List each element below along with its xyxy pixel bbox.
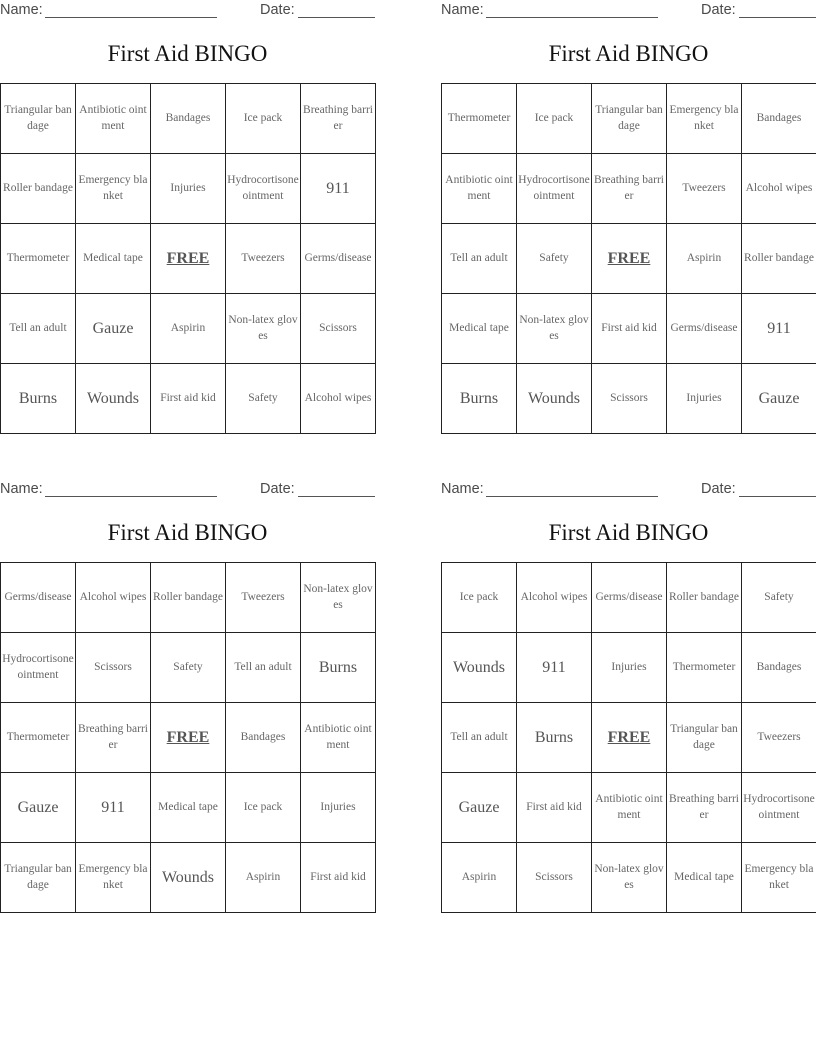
name-line (486, 17, 658, 18)
bingo-cell: Roller bandage (1, 154, 76, 224)
bingo-cell: Alcohol wipes (742, 154, 816, 224)
bingo-cell: Gauze (742, 364, 816, 434)
bingo-cell: Non-latex gloves (226, 294, 301, 364)
date-label: Date: (260, 2, 295, 18)
bingo-cell: Ice pack (226, 773, 301, 843)
bingo-cell: Hydrocortisone ointment (742, 773, 816, 843)
bingo-cell: Alcohol wipes (76, 563, 151, 633)
bingo-cell: Tweezers (226, 224, 301, 294)
bingo-cell: 911 (76, 773, 151, 843)
bingo-cell: Hydrocortisone ointment (517, 154, 592, 224)
bingo-cell: Wounds (442, 633, 517, 703)
bingo-cell: Non-latex gloves (517, 294, 592, 364)
card-header (441, 0, 816, 22)
bingo-card-1 (0, 0, 375, 407)
bingo-cell: Triangular bandage (1, 843, 76, 913)
bingo-cell: Emergency blanket (667, 84, 742, 154)
bingo-cell: Aspirin (226, 843, 301, 913)
bingo-cell: Burns (442, 364, 517, 434)
bingo-cell: Gauze (1, 773, 76, 843)
bingo-cell: Ice pack (517, 84, 592, 154)
bingo-cell: First aid kid (517, 773, 592, 843)
bingo-cell: Tweezers (667, 154, 742, 224)
bingo-cell: Ice pack (226, 84, 301, 154)
bingo-cell: Thermometer (1, 703, 76, 773)
bingo-cell: Germs/disease (1, 563, 76, 633)
bingo-cell: Injuries (301, 773, 376, 843)
bingo-cell: Bandages (742, 633, 816, 703)
bingo-cell: Scissors (301, 294, 376, 364)
bingo-cell: Triangular bandage (667, 703, 742, 773)
bingo-cell: Scissors (592, 364, 667, 434)
date-label: Date: (701, 481, 736, 497)
bingo-cell: First aid kid (301, 843, 376, 913)
card-title: First Aid BINGO (548, 520, 709, 545)
date-label: Date: (260, 481, 295, 497)
free-space: FREE (592, 224, 667, 294)
bingo-cell: First aid kid (592, 294, 667, 364)
bingo-cell: Burns (301, 633, 376, 703)
bingo-cell: First aid kid (151, 364, 226, 434)
bingo-cell: Emergency blanket (76, 843, 151, 913)
bingo-card-4 (441, 479, 816, 891)
bingo-cell: Non-latex gloves (301, 563, 376, 633)
date-line (739, 17, 816, 18)
bingo-cell: Alcohol wipes (301, 364, 376, 434)
bingo-cell: Medical tape (151, 773, 226, 843)
bingo-cell: Thermometer (442, 84, 517, 154)
bingo-cell: Scissors (76, 633, 151, 703)
name-label: Name: (441, 481, 484, 497)
bingo-cell: Wounds (76, 364, 151, 434)
bingo-cell: Bandages (226, 703, 301, 773)
card-header (0, 479, 375, 501)
free-space: FREE (151, 703, 226, 773)
bingo-cell: Breathing barrier (301, 84, 376, 154)
bingo-cell: Hydrocortisone ointment (1, 633, 76, 703)
bingo-cell: Breathing barrier (667, 773, 742, 843)
bingo-cell: Safety (517, 224, 592, 294)
card-title: First Aid BINGO (107, 41, 268, 66)
bingo-cell: Injuries (592, 633, 667, 703)
card-title: First Aid BINGO (107, 520, 268, 545)
bingo-cell: Aspirin (667, 224, 742, 294)
bingo-cell: Roller bandage (667, 563, 742, 633)
bingo-cell: Wounds (517, 364, 592, 434)
bingo-cell: Scissors (517, 843, 592, 913)
date-line (739, 496, 816, 497)
bingo-cell: Safety (226, 364, 301, 434)
name-line (45, 17, 217, 18)
bingo-cell: 911 (742, 294, 816, 364)
bingo-cell: Ice pack (442, 563, 517, 633)
bingo-cell: 911 (517, 633, 592, 703)
bingo-grid (441, 562, 816, 913)
bingo-cell: Burns (517, 703, 592, 773)
bingo-grid (0, 562, 376, 913)
bingo-cell: Tell an adult (226, 633, 301, 703)
bingo-cell: Emergency blanket (76, 154, 151, 224)
name-label: Name: (441, 2, 484, 18)
bingo-cell: Safety (742, 563, 816, 633)
bingo-cell: Aspirin (442, 843, 517, 913)
bingo-cell: Medical tape (667, 843, 742, 913)
name-label: Name: (0, 2, 43, 18)
card-header (0, 0, 375, 22)
bingo-cell: Safety (151, 633, 226, 703)
date-line (298, 17, 375, 18)
bingo-cell: Wounds (151, 843, 226, 913)
bingo-cell: Tweezers (226, 563, 301, 633)
bingo-cell: Antibiotic ointment (592, 773, 667, 843)
bingo-cell: Antibiotic ointment (76, 84, 151, 154)
bingo-cell: Burns (1, 364, 76, 434)
bingo-cell: Thermometer (667, 633, 742, 703)
bingo-grid (441, 83, 816, 434)
bingo-cell: Emergency blanket (742, 843, 816, 913)
date-line (298, 496, 375, 497)
bingo-cell: Germs/disease (301, 224, 376, 294)
card-title: First Aid BINGO (548, 41, 709, 66)
bingo-cell: Antibiotic ointment (442, 154, 517, 224)
bingo-cell: Alcohol wipes (517, 563, 592, 633)
bingo-cell: Bandages (742, 84, 816, 154)
bingo-cell: Tell an adult (442, 224, 517, 294)
name-label: Name: (0, 481, 43, 497)
bingo-cell: Germs/disease (592, 563, 667, 633)
bingo-cell: 911 (301, 154, 376, 224)
bingo-cell: Triangular bandage (592, 84, 667, 154)
bingo-cell: Tell an adult (1, 294, 76, 364)
bingo-cell: Roller bandage (742, 224, 816, 294)
bingo-cell: Injuries (151, 154, 226, 224)
bingo-card-2 (441, 0, 816, 407)
bingo-cell: Gauze (442, 773, 517, 843)
bingo-cell: Aspirin (151, 294, 226, 364)
bingo-cell: Gauze (76, 294, 151, 364)
bingo-grid (0, 83, 376, 434)
free-space: FREE (592, 703, 667, 773)
bingo-cell: Non-latex gloves (592, 843, 667, 913)
bingo-cell: Bandages (151, 84, 226, 154)
card-header (441, 479, 816, 501)
bingo-cell: Hydrocortisone ointment (226, 154, 301, 224)
bingo-cell: Injuries (667, 364, 742, 434)
bingo-cell: Breathing barrier (76, 703, 151, 773)
bingo-cell: Antibiotic ointment (301, 703, 376, 773)
free-space: FREE (151, 224, 226, 294)
bingo-cell: Tweezers (742, 703, 816, 773)
bingo-cell: Roller bandage (151, 563, 226, 633)
date-label: Date: (701, 2, 736, 18)
bingo-cell: Medical tape (76, 224, 151, 294)
bingo-cell: Breathing barrier (592, 154, 667, 224)
name-line (486, 496, 658, 497)
bingo-card-3 (0, 479, 375, 891)
bingo-cell: Thermometer (1, 224, 76, 294)
bingo-cell: Medical tape (442, 294, 517, 364)
bingo-cell: Tell an adult (442, 703, 517, 773)
bingo-cell: Germs/disease (667, 294, 742, 364)
name-line (45, 496, 217, 497)
bingo-cell: Triangular bandage (1, 84, 76, 154)
